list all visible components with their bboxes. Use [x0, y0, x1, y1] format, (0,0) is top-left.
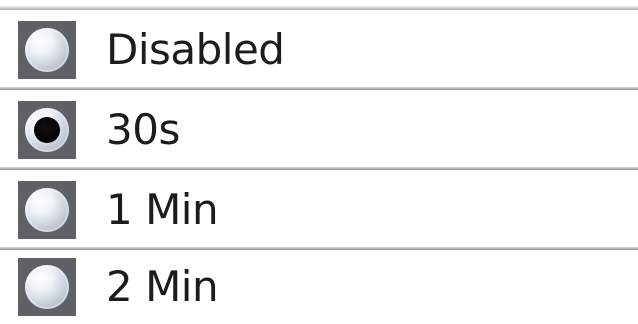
radio-button-disabled[interactable] — [18, 21, 76, 79]
radio-checked-icon — [25, 108, 69, 152]
option-row-1-min[interactable] — [0, 170, 638, 250]
radio-button-30s[interactable] — [18, 101, 76, 159]
option-label-disabled: Disabled — [106, 25, 285, 74]
top-divider — [0, 0, 638, 10]
radio-unchecked-icon — [25, 188, 69, 232]
radio-button-1-min[interactable] — [18, 181, 76, 239]
option-label-1-min: 1 Min — [106, 185, 219, 234]
option-label-30s: 30s — [106, 105, 180, 154]
option-row-30s[interactable] — [0, 90, 638, 170]
option-label-2-min: 2 Min — [106, 262, 219, 311]
option-row-disabled[interactable] — [0, 10, 638, 90]
option-row-2-min[interactable] — [0, 250, 638, 324]
radio-unchecked-icon — [25, 28, 69, 72]
radio-unchecked-icon — [25, 265, 69, 309]
radio-button-2-min[interactable] — [18, 258, 76, 316]
